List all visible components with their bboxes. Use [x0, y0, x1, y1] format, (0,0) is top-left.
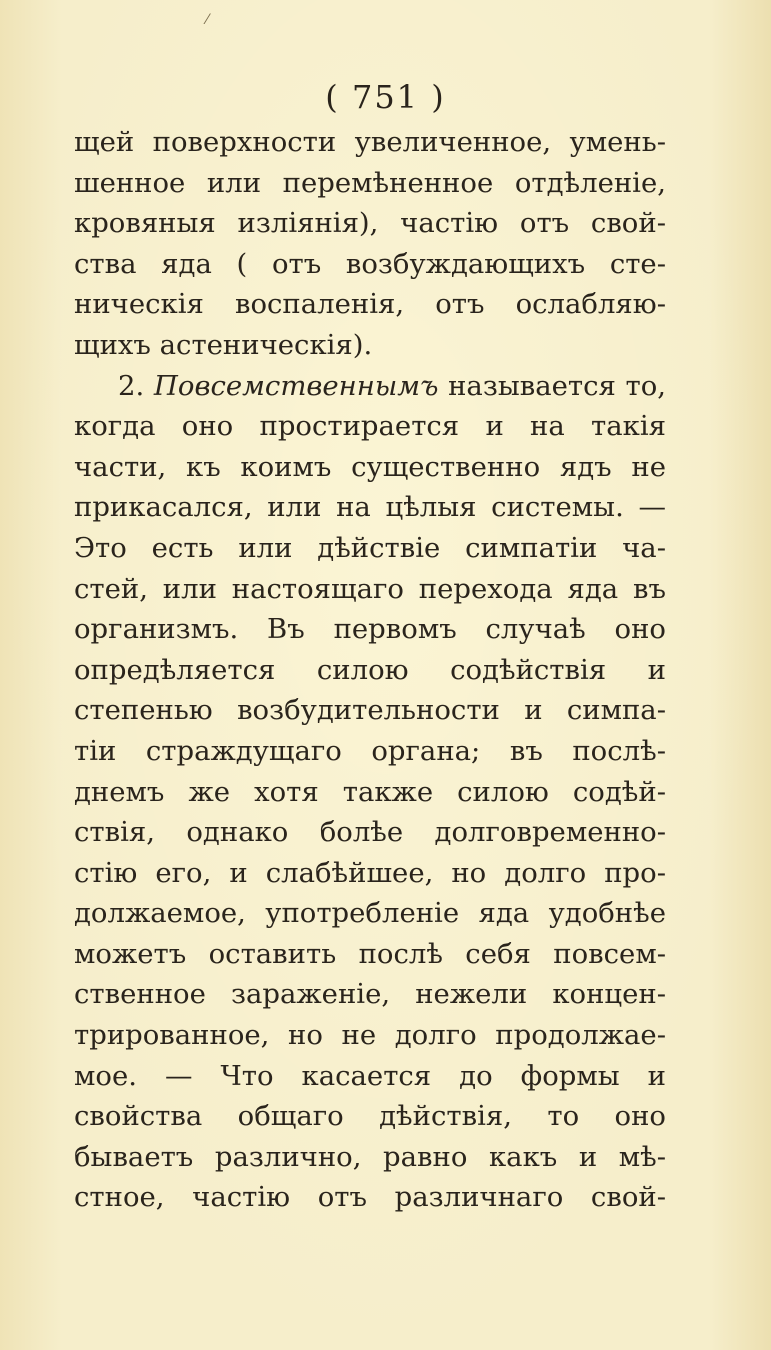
text-line: мое. — Что касается до формы и — [74, 1059, 666, 1092]
text-line: ствія, однако болѣе долговременно- — [74, 816, 666, 849]
text-line: тіи страждущаго органа; въ послѣ- — [74, 734, 666, 767]
text-line: днемъ же хотя также силою содѣй- — [74, 775, 666, 808]
text-line: стію его, и слабѣйшее, но долго про- — [74, 856, 666, 889]
text-line: организмъ. Въ первомъ случаѣ оно — [74, 613, 666, 646]
text-line: стное, частію отъ различнаго свой- — [74, 1181, 666, 1214]
text-line: кровяныя изліянія), частію отъ свой- — [74, 207, 666, 240]
text-line: ства яда ( отъ возбуждающихъ сте- — [74, 247, 666, 280]
text-line: бываетъ различно, равно какъ и мѣ- — [74, 1140, 666, 1173]
text-line: шенное или перемѣненное отдѣленіе, — [74, 166, 666, 199]
text-line: стей, или настоящаго перехода яда въ — [74, 572, 666, 605]
text-line: щей поверхности увеличенное, умень- — [74, 126, 666, 158]
emphasized-term: Повсемственнымъ — [153, 369, 439, 402]
text-line: прикасался, или на цѣлыя системы. — — [74, 491, 666, 524]
text-line: щихъ астеническія). — [74, 328, 373, 361]
text-line: части, къ коимъ существенно ядъ не — [74, 450, 666, 483]
text-line: свойства общаго дѣйствія, то оно — [74, 1100, 666, 1133]
text-line: ственное зараженіе, нежели концен- — [74, 978, 666, 1011]
text-line: степенью возбудительности и симпа- — [74, 694, 666, 727]
stray-mark: ⁄ — [206, 12, 209, 28]
paragraph-start-line: 2. Повсемственнымъ называется то, — [118, 369, 666, 402]
text-line: можетъ оставить послѣ себя повсем- — [74, 937, 666, 970]
text-line: опредѣляется силою содѣйствія и — [74, 653, 666, 686]
text-line: когда оно простирается и на такія — [74, 410, 666, 443]
page-text — [74, 122, 666, 1218]
text-line: трированное, но не долго продолжае- — [74, 1019, 666, 1052]
text-line: ническія воспаленія, отъ ослабляю- — [74, 288, 666, 321]
text-line: Это есть или дѣйствіе симпатіи ча- — [74, 531, 666, 564]
text-line: должаемое, употребленіе яда удобнѣе — [74, 897, 666, 930]
page-number: ( 751 ) — [325, 78, 446, 116]
